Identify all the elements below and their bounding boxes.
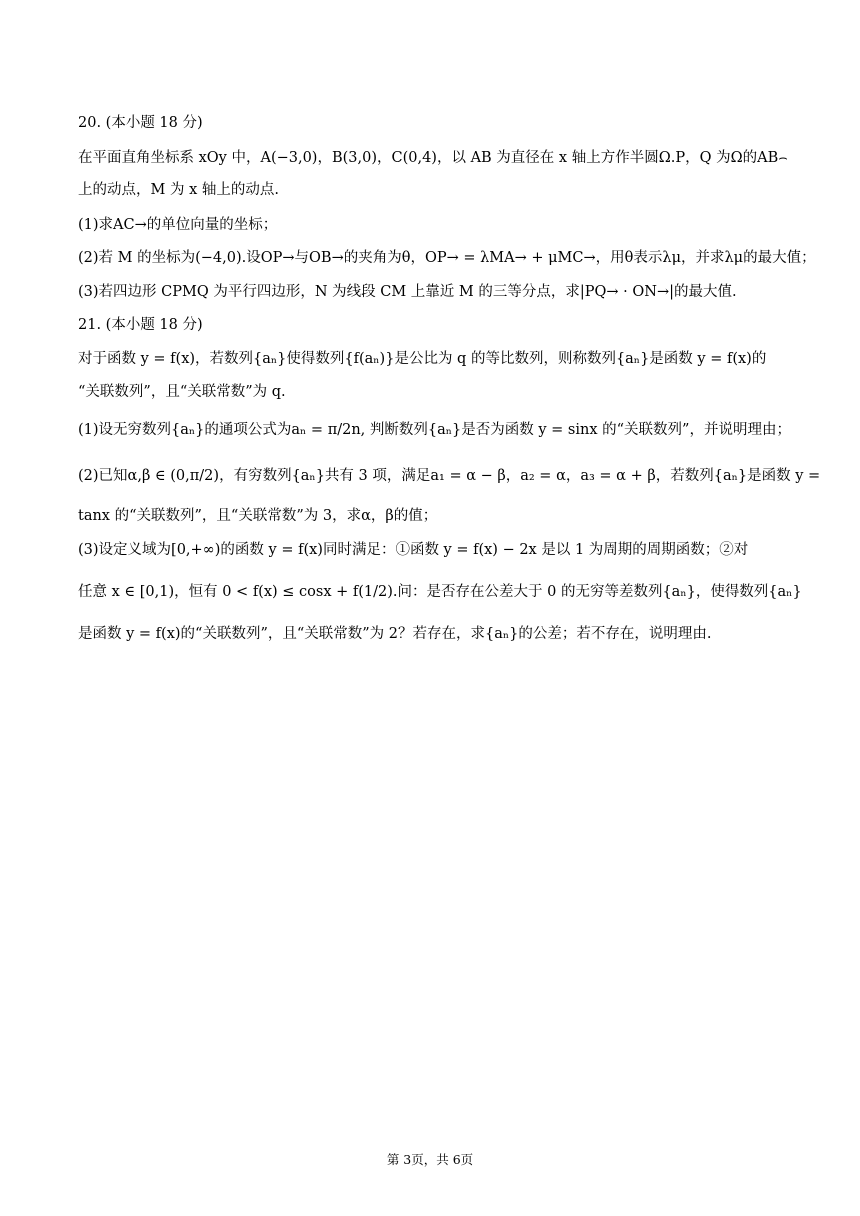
question-21-header: 21. (本小题 18 分): [78, 317, 203, 333]
question-21-part-3-line-2: 任意 x ∈ [0,1)，恒有 0 < f(x) ≤ cosx + f(1/2).问：是否存在公差大于 0 的无穷等差数列{aₙ}，使得数列{aₙ}: [78, 584, 802, 600]
question-21-part-2-line-1: (2)已知α,β ∈ (0,π/2)，有穷数列{aₙ}共有 3 项，满足a₁ = α − β，a₂ = α，a₃ = α + β，若数列{aₙ}是函数 y =: [78, 468, 821, 484]
question-20-part-3: (3)若四边形 CPMQ 为平行四边形，N 为线段 CM 上靠近 M 的三等分点，求|PQ→ · ON→|的最大值.: [78, 284, 737, 300]
question-20-text-line-1: 在平面直角坐标系 xOy 中，A(−3,0)，B(3,0)，C(0,4)，以 AB 为直径在 x 轴上方作半圆Ω.P，Q 为Ω的AB⌢: [78, 150, 788, 166]
question-20-text-line-2: 上的动点，M 为 x 轴上的动点.: [78, 182, 279, 198]
page-footer: 第 3页，共 6页: [386, 1152, 474, 1167]
question-21-part-3-line-3: 是函数 y = f(x)的“关联数列”，且“关联常数”为 2？若存在，求{aₙ}的公差；若不存在，说明理由.: [78, 626, 712, 642]
question-21-text-line-2: “关联数列”，且“关联常数”为 q.: [78, 384, 286, 400]
question-20-part-1: (1)求AC→的单位向量的坐标；: [78, 217, 278, 233]
question-20-header: 20. (本小题 18 分): [78, 115, 203, 131]
question-20-part-2: (2)若 M 的坐标为(−4,0).设OP→与OB→的夹角为θ，OP→ = λMA→ + μMC→，用θ表示λμ，并求λμ的最大值；: [78, 250, 816, 266]
question-21-part-1: (1)设无穷数列{aₙ}的通项公式为aₙ = π/2n, 判断数列{aₙ}是否为函数 y = sinx 的“关联数列”，并说明理由；: [78, 422, 791, 438]
question-21-text-line-1: 对于函数 y = f(x)，若数列{aₙ}使得数列{f(aₙ)}是公比为 q 的等比数列，则称数列{aₙ}是函数 y = f(x)的: [78, 351, 767, 367]
question-21-part-2-line-2: tanx 的“关联数列”，且“关联常数”为 3，求α，β的值；: [78, 508, 438, 524]
question-21-part-3-line-1: (3)设定义域为[0,+∞)的函数 y = f(x)同时满足：①函数 y = f(x) − 2x 是以 1 为周期的周期函数；②对: [78, 542, 749, 558]
